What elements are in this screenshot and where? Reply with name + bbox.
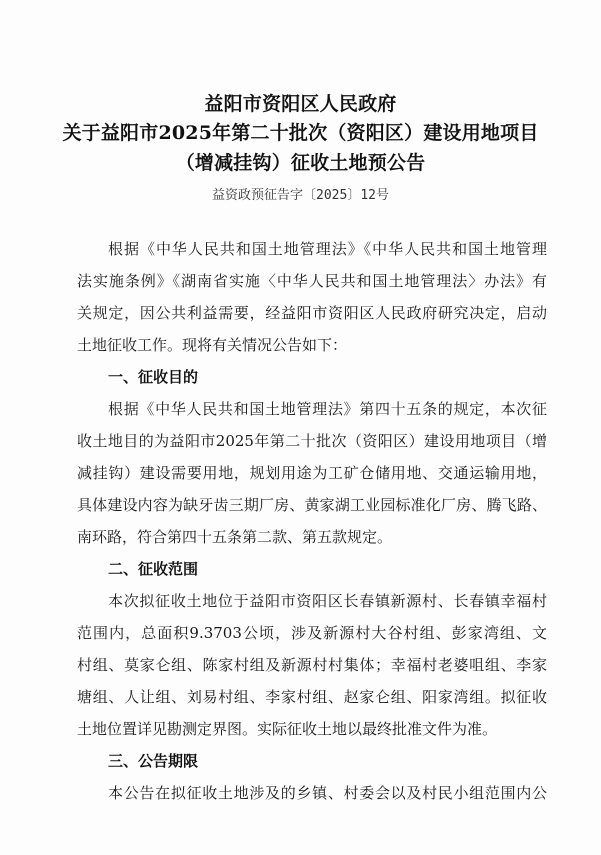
intro-line: 法实施条例》《湖南省实施〈中华人民共和国土地管理法〉办法》有	[77, 272, 547, 290]
section2-line: 塘组、人让组、刘易村组、李家村组、赵家仑组、阳家湾组。拟征收	[77, 688, 547, 706]
section1-line: 减挂钩）建设需要用地，规划用途为工矿仓储用地、交通运输用地，	[77, 464, 547, 482]
title-line-2: 关于益阳市2025年第二十批次（资阳区）建设用地项目	[62, 122, 539, 144]
title-line-1: 益阳市资阳区人民政府	[204, 93, 397, 115]
intro-line: 土地征收工作。现将有关情况公告如下：	[77, 336, 348, 354]
document-number: 益资政预征告字〔2025〕12号	[212, 188, 389, 203]
section-heading-purpose: 一、征收目的	[108, 368, 199, 386]
section1-line: 根据《中华人民共和国土地管理法》第四十五条的规定，本次征	[108, 400, 547, 418]
section1-line: 收土地目的为益阳市2025年第二十批次（资阳区）建设用地项目（增	[77, 432, 547, 450]
section1-line: 南环路，符合第四十五条第二款、第五款规定。	[77, 528, 393, 546]
section2-line: 范围内，总面积9.3703公顷，涉及新源村大谷村组、彭家湾组、文	[77, 624, 547, 642]
section2-line: 村组、莫家仑组、陈家村组及新源村村集体；幸福村老婆咀组、李家	[77, 656, 547, 674]
intro-line: 根据《中华人民共和国土地管理法》《中华人民共和国土地管理	[108, 240, 547, 258]
section1-line: 具体建设内容为缺牙齿三期厂房、黄家湖工业园标准化厂房、腾飞路、	[77, 496, 547, 514]
section-heading-scope: 二、征收范围	[108, 560, 199, 578]
intro-line: 关规定，因公共利益需要，经益阳市资阳区人民政府研究决定，启动	[77, 304, 547, 322]
section-heading-period: 三、公告期限	[108, 752, 199, 770]
section3-line: 本公告在拟征收土地涉及的乡镇、村委会以及村民小组范围内公	[108, 784, 547, 802]
section2-line: 土地位置详见勘测定界图。实际征收土地以最终批准文件为准。	[77, 720, 498, 738]
section2-line: 本次拟征收土地位于益阳市资阳区长春镇新源村、长春镇幸福村	[108, 592, 547, 610]
title-line-3: （增减挂钩）征收土地预公告	[175, 152, 426, 174]
